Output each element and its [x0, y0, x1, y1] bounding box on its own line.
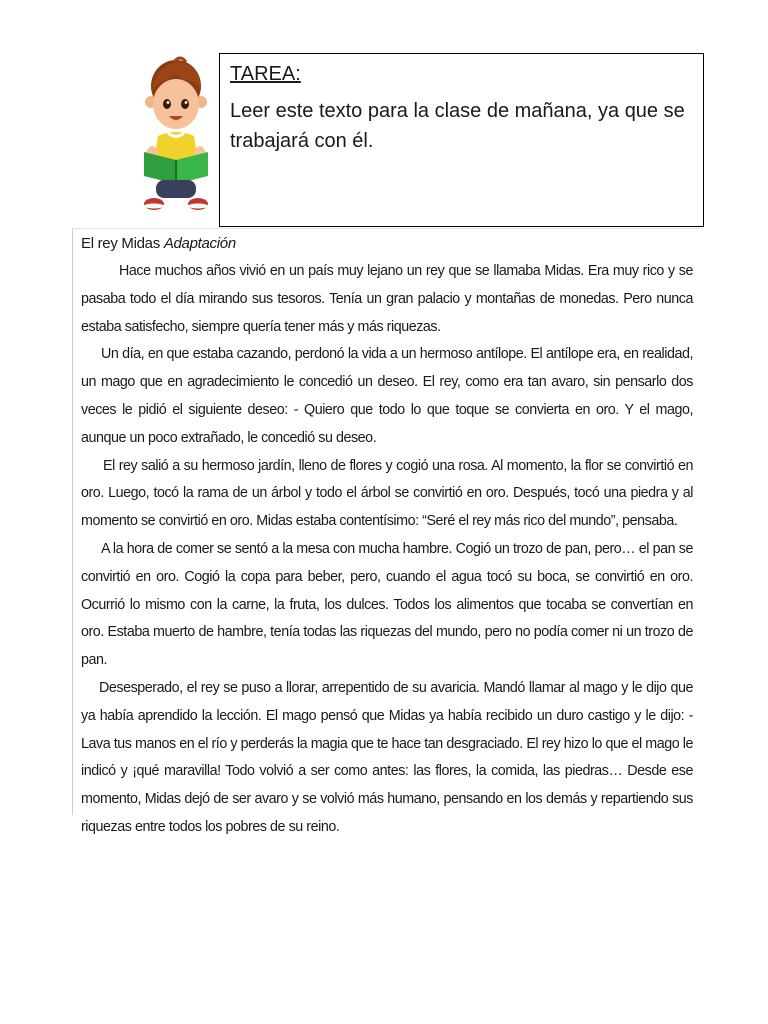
task-text: Leer este texto para la clase de mañana, ya que se trabajará con él.	[230, 100, 685, 152]
story-subtitle: Adaptación	[163, 235, 236, 252]
task-title: TAREA:	[230, 63, 301, 85]
story-paragraph: Un día, en que estaba cazando, perdonó la vida a un hermoso antílope. El antílope era, en realidad, un mago que en agradecimiento le concedió un deseo. El rey, como era tan avaro, sin pensarlo dos veces le pidió el siguiente deseo: - Quiero que todo lo que toque se convierta en oro. Y el mago, aunque un poco extrañado, le concedió su deseo.	[81, 346, 693, 446]
story-paragraph: A la hora de comer se sentó a la mesa con mucha hambre. Cogió un trozo de pan, pero… el pan se convirtió en oro. Cogió la copa para beber, pero, cuando el agua tocó su boca, se convirtió en oro. Ocurrió lo mismo con la carne, la fruta, los dulces. Todos los alimentos que tocaba se convertían en oro. Estaba muerto de hambre, tenía todas las riquezas del mundo, pero no podía comer ni un trozo de pan.	[81, 540, 693, 669]
story-body	[81, 258, 693, 842]
story-document	[72, 228, 699, 835]
story-paragraph: Desesperado, el rey se puso a llorar, arrepentido de su avaricia. Mandó llamar al mago y le dijo que ya había aprendido la lección. El mago pensó que Midas ya había recibido un duro castigo y le dijo: -Lava tus manos en el río y perderás la magia que te hace tan desgraciado. El rey hizo lo que el mago le indicó y ¡qué maravilla! Todo volvió a ser como antes: las flores, la comida, las piedras… Desde ese momento, Midas dejó de ser avaro y se volvió más humano, pensando en los demás y repartiendo sus riquezas entre todos los pobres de su reino.	[81, 679, 693, 835]
story-title	[81, 234, 236, 254]
child-reading-book-icon	[138, 56, 214, 214]
story-title-text: El rey Midas	[81, 235, 160, 252]
story-paragraph: Hace muchos años vivió en un país muy lejano un rey que se llamaba Midas. Era muy rico y se pasaba todo el día mirando sus tesoros. Tenía un gran palacio y montañas de monedas. Pero nunca estaba satisfecho, siempre quería tener más y más riquezas.	[81, 263, 693, 335]
task-box	[219, 53, 704, 227]
story-paragraph: El rey salió a su hermoso jardín, lleno de flores y cogió una rosa. Al momento, la flor se convirtió en oro. Luego, tocó la rama de un árbol y todo el árbol se convirtió en oro. Después, tocó una piedra y al momento se convirtió en oro. Midas estaba contentísimo: “Seré el rey más rico del mundo”, pensaba.	[81, 457, 693, 530]
